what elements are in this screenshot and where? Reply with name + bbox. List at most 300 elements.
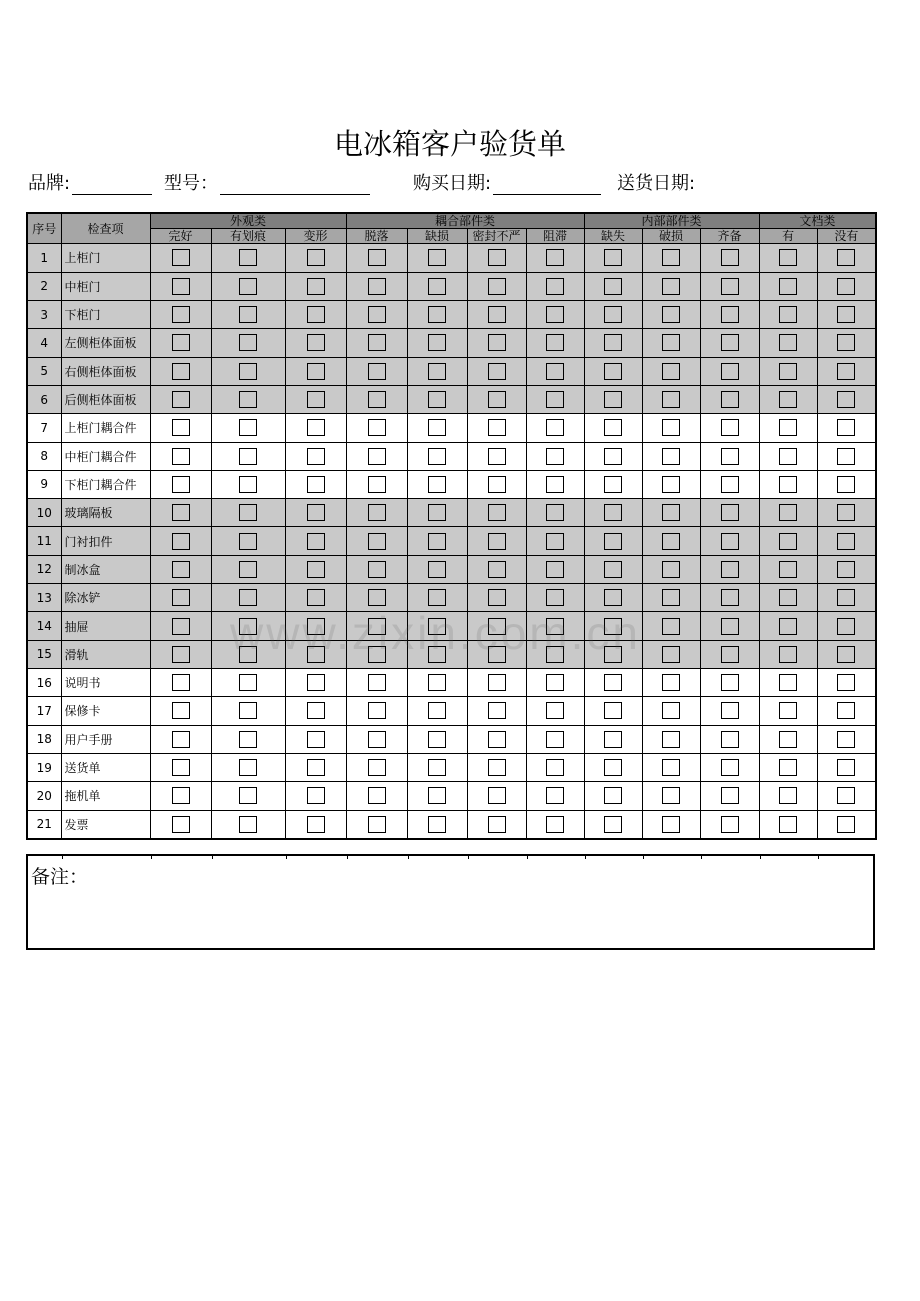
checkbox[interactable] [604, 702, 622, 719]
checkbox[interactable] [488, 674, 506, 691]
checkbox[interactable] [662, 618, 680, 635]
check-cell [700, 584, 759, 612]
checkbox[interactable] [662, 731, 680, 748]
checkbox[interactable] [239, 249, 257, 266]
checkbox[interactable] [721, 419, 739, 436]
checkbox[interactable] [488, 702, 506, 719]
checkbox[interactable] [662, 334, 680, 351]
checkbox[interactable] [368, 646, 386, 663]
checkbox[interactable] [604, 448, 622, 465]
checkbox[interactable] [172, 278, 190, 295]
checkbox[interactable] [604, 816, 622, 833]
checkbox[interactable] [368, 448, 386, 465]
row-number: 4 [27, 329, 61, 357]
checkbox[interactable] [546, 533, 564, 550]
checkbox[interactable] [428, 391, 446, 408]
checkbox[interactable] [428, 674, 446, 691]
checkbox[interactable] [662, 476, 680, 493]
checkbox[interactable] [662, 816, 680, 833]
checkbox[interactable] [239, 533, 257, 550]
checkbox[interactable] [779, 787, 797, 804]
checkbox[interactable] [779, 674, 797, 691]
checkbox[interactable] [604, 278, 622, 295]
checkbox[interactable] [546, 674, 564, 691]
checkbox[interactable] [239, 391, 257, 408]
checkbox[interactable] [428, 816, 446, 833]
checkbox[interactable] [662, 448, 680, 465]
checkbox[interactable] [662, 419, 680, 436]
checkbox[interactable] [604, 504, 622, 521]
checkbox[interactable] [779, 391, 797, 408]
check-cell [285, 357, 346, 385]
checkbox[interactable] [604, 306, 622, 323]
checkbox[interactable] [172, 533, 190, 550]
checkbox[interactable] [239, 448, 257, 465]
checkbox[interactable] [307, 363, 325, 380]
checkbox[interactable] [428, 589, 446, 606]
checkbox[interactable] [239, 504, 257, 521]
check-cell [285, 329, 346, 357]
checkbox[interactable] [428, 618, 446, 635]
delivery-date-field[interactable] [617, 169, 695, 195]
checkbox[interactable] [546, 419, 564, 436]
purchase-date-line[interactable] [493, 174, 601, 195]
checkbox[interactable] [604, 533, 622, 550]
checkbox[interactable] [837, 646, 855, 663]
model-field[interactable] [164, 169, 370, 195]
checkbox[interactable] [488, 334, 506, 351]
checkbox[interactable] [779, 419, 797, 436]
checkbox[interactable] [488, 731, 506, 748]
checkbox[interactable] [307, 533, 325, 550]
check-cell [526, 697, 584, 725]
checkbox[interactable] [488, 787, 506, 804]
checkbox[interactable] [368, 731, 386, 748]
checkbox[interactable] [837, 759, 855, 776]
checkbox[interactable] [604, 787, 622, 804]
checkbox[interactable] [368, 249, 386, 266]
checkbox[interactable] [488, 278, 506, 295]
checkbox[interactable] [239, 816, 257, 833]
checkbox[interactable] [172, 391, 190, 408]
checkbox[interactable] [307, 419, 325, 436]
checkbox[interactable] [239, 476, 257, 493]
checkbox[interactable] [307, 589, 325, 606]
checkbox[interactable] [604, 731, 622, 748]
check-cell [211, 810, 285, 839]
checkbox[interactable] [662, 674, 680, 691]
checkbox[interactable] [546, 504, 564, 521]
purchase-date-field[interactable] [413, 169, 601, 195]
checkbox[interactable] [488, 504, 506, 521]
checkbox[interactable] [368, 533, 386, 550]
checkbox[interactable] [172, 334, 190, 351]
model-line[interactable] [220, 174, 370, 195]
check-cell [407, 414, 467, 442]
checkbox[interactable] [604, 419, 622, 436]
checkbox[interactable] [721, 787, 739, 804]
row-item: 门衬扣件 [61, 527, 150, 555]
check-cell [700, 669, 759, 697]
checkbox[interactable] [779, 278, 797, 295]
checkbox[interactable] [488, 646, 506, 663]
table-row [27, 753, 876, 781]
checkbox[interactable] [368, 363, 386, 380]
check-cell [584, 612, 642, 640]
meta-fields [28, 169, 888, 195]
check-cell [467, 244, 526, 272]
checkbox[interactable] [488, 419, 506, 436]
checkbox[interactable] [721, 476, 739, 493]
checkbox[interactable] [546, 759, 564, 776]
checkbox[interactable] [604, 674, 622, 691]
checkbox[interactable] [368, 306, 386, 323]
checkbox[interactable] [172, 249, 190, 266]
checkbox[interactable] [721, 561, 739, 578]
check-cell [526, 300, 584, 328]
checkbox[interactable] [428, 504, 446, 521]
checkbox[interactable] [368, 419, 386, 436]
checkbox[interactable] [546, 646, 564, 663]
checkbox[interactable] [546, 363, 564, 380]
checkbox[interactable] [604, 759, 622, 776]
checkbox[interactable] [837, 702, 855, 719]
checkbox[interactable] [488, 306, 506, 323]
checkbox[interactable] [428, 249, 446, 266]
checkbox[interactable] [662, 249, 680, 266]
checkbox[interactable] [368, 702, 386, 719]
sub-header: 破损 [642, 229, 700, 244]
checkbox[interactable] [488, 249, 506, 266]
checkbox[interactable] [721, 391, 739, 408]
checkbox[interactable] [307, 391, 325, 408]
checkbox[interactable] [662, 646, 680, 663]
checkbox[interactable] [239, 618, 257, 635]
checkbox[interactable] [837, 306, 855, 323]
checkbox[interactable] [779, 363, 797, 380]
checkbox[interactable] [172, 702, 190, 719]
checkbox[interactable] [779, 618, 797, 635]
check-cell [150, 527, 211, 555]
checkbox[interactable] [172, 504, 190, 521]
checkbox[interactable] [721, 504, 739, 521]
checkbox[interactable] [307, 787, 325, 804]
checkbox[interactable] [662, 759, 680, 776]
checkbox[interactable] [172, 363, 190, 380]
check-cell [467, 669, 526, 697]
checkbox[interactable] [779, 702, 797, 719]
checkbox[interactable] [172, 816, 190, 833]
row-item: 用户手册 [61, 725, 150, 753]
checkbox[interactable] [368, 561, 386, 578]
checkbox[interactable] [172, 306, 190, 323]
checkbox[interactable] [779, 816, 797, 833]
checkbox[interactable] [604, 646, 622, 663]
checkbox[interactable] [307, 306, 325, 323]
checkbox[interactable] [546, 334, 564, 351]
checkbox[interactable] [721, 306, 739, 323]
checkbox[interactable] [172, 731, 190, 748]
check-cell [285, 640, 346, 668]
check-cell [817, 385, 876, 413]
checkbox[interactable] [837, 533, 855, 550]
checkbox[interactable] [239, 561, 257, 578]
checkbox[interactable] [307, 816, 325, 833]
checkbox[interactable] [837, 419, 855, 436]
checkbox[interactable] [662, 306, 680, 323]
checkbox[interactable] [239, 787, 257, 804]
checkbox[interactable] [604, 391, 622, 408]
checkbox[interactable] [546, 561, 564, 578]
check-cell [346, 584, 407, 612]
checkbox[interactable] [368, 759, 386, 776]
table-row [27, 782, 876, 810]
checkbox[interactable] [779, 589, 797, 606]
checkbox[interactable] [307, 334, 325, 351]
checkbox[interactable] [488, 533, 506, 550]
checkbox[interactable] [172, 419, 190, 436]
checkbox[interactable] [428, 787, 446, 804]
checkbox[interactable] [428, 561, 446, 578]
checkbox[interactable] [172, 759, 190, 776]
checkbox[interactable] [172, 448, 190, 465]
check-cell [700, 442, 759, 470]
checkbox[interactable] [837, 674, 855, 691]
checkbox[interactable] [428, 278, 446, 295]
check-cell [700, 414, 759, 442]
checkbox[interactable] [307, 759, 325, 776]
checkbox[interactable] [779, 476, 797, 493]
check-cell [346, 499, 407, 527]
checkbox[interactable] [488, 561, 506, 578]
remarks-box[interactable] [26, 854, 875, 950]
check-cell [526, 640, 584, 668]
checkbox[interactable] [239, 278, 257, 295]
checkbox[interactable] [604, 589, 622, 606]
checkbox[interactable] [428, 533, 446, 550]
checkbox[interactable] [662, 533, 680, 550]
checkbox[interactable] [239, 363, 257, 380]
checkbox[interactable] [721, 334, 739, 351]
checkbox[interactable] [604, 618, 622, 635]
checkbox[interactable] [779, 561, 797, 578]
checkbox[interactable] [837, 476, 855, 493]
checkbox[interactable] [428, 334, 446, 351]
checkbox[interactable] [546, 448, 564, 465]
checkbox[interactable] [721, 674, 739, 691]
checkbox[interactable] [488, 448, 506, 465]
checkbox[interactable] [837, 504, 855, 521]
checkbox[interactable] [488, 363, 506, 380]
checkbox[interactable] [239, 334, 257, 351]
checkbox[interactable] [721, 731, 739, 748]
table-row [27, 272, 876, 300]
checkbox[interactable] [307, 618, 325, 635]
checkbox[interactable] [239, 731, 257, 748]
checkbox[interactable] [837, 731, 855, 748]
checkbox[interactable] [307, 702, 325, 719]
checkbox[interactable] [368, 334, 386, 351]
checkbox[interactable] [546, 702, 564, 719]
row-number: 11 [27, 527, 61, 555]
checkbox[interactable] [307, 646, 325, 663]
checkbox[interactable] [239, 674, 257, 691]
checkbox[interactable] [428, 363, 446, 380]
checkbox[interactable] [837, 391, 855, 408]
checkbox[interactable] [239, 646, 257, 663]
checkbox[interactable] [488, 816, 506, 833]
checkbox[interactable] [779, 731, 797, 748]
check-cell [759, 385, 817, 413]
checkbox[interactable] [662, 787, 680, 804]
checkbox[interactable] [779, 249, 797, 266]
checkbox[interactable] [721, 646, 739, 663]
checkbox[interactable] [721, 249, 739, 266]
checkbox[interactable] [307, 561, 325, 578]
checkbox[interactable] [837, 249, 855, 266]
check-cell [817, 300, 876, 328]
checkbox[interactable] [837, 448, 855, 465]
checkbox[interactable] [172, 561, 190, 578]
checkbox[interactable] [239, 306, 257, 323]
checkbox[interactable] [662, 589, 680, 606]
checkbox[interactable] [368, 589, 386, 606]
checkbox[interactable] [779, 448, 797, 465]
checkbox[interactable] [604, 363, 622, 380]
checkbox[interactable] [307, 448, 325, 465]
checkbox[interactable] [428, 306, 446, 323]
checkbox[interactable] [837, 816, 855, 833]
checkbox[interactable] [239, 702, 257, 719]
checkbox[interactable] [721, 816, 739, 833]
checkbox[interactable] [721, 278, 739, 295]
checkbox[interactable] [779, 759, 797, 776]
checkbox[interactable] [604, 249, 622, 266]
checkbox[interactable] [368, 391, 386, 408]
checkbox[interactable] [172, 787, 190, 804]
checkbox[interactable] [239, 759, 257, 776]
checkbox[interactable] [428, 646, 446, 663]
checkbox[interactable] [604, 561, 622, 578]
checkbox[interactable] [546, 787, 564, 804]
checkbox[interactable] [428, 419, 446, 436]
checkbox[interactable] [368, 504, 386, 521]
checkbox[interactable] [368, 787, 386, 804]
check-cell [584, 555, 642, 583]
checkbox[interactable] [837, 363, 855, 380]
checkbox[interactable] [239, 589, 257, 606]
checkbox[interactable] [837, 278, 855, 295]
checkbox[interactable] [546, 391, 564, 408]
check-cell [584, 640, 642, 668]
checkbox[interactable] [172, 589, 190, 606]
check-cell [150, 499, 211, 527]
checkbox[interactable] [307, 476, 325, 493]
check-cell [584, 697, 642, 725]
checkbox[interactable] [428, 448, 446, 465]
checkbox[interactable] [721, 759, 739, 776]
checkbox[interactable] [721, 618, 739, 635]
checkbox[interactable] [779, 504, 797, 521]
checkbox[interactable] [488, 589, 506, 606]
brand-line[interactable] [72, 174, 152, 195]
checkbox[interactable] [172, 476, 190, 493]
checkbox[interactable] [368, 278, 386, 295]
checkbox[interactable] [779, 306, 797, 323]
check-cell [642, 782, 700, 810]
checkbox[interactable] [307, 249, 325, 266]
checkbox[interactable] [488, 476, 506, 493]
checkbox[interactable] [779, 533, 797, 550]
checkbox[interactable] [721, 589, 739, 606]
checkbox[interactable] [172, 674, 190, 691]
checkbox[interactable] [604, 334, 622, 351]
checkbox[interactable] [172, 618, 190, 635]
check-cell [285, 753, 346, 781]
checkbox[interactable] [662, 391, 680, 408]
checkbox[interactable] [721, 448, 739, 465]
checkbox[interactable] [662, 363, 680, 380]
check-cell [285, 782, 346, 810]
checkbox[interactable] [546, 589, 564, 606]
checkbox[interactable] [546, 816, 564, 833]
checkbox[interactable] [721, 702, 739, 719]
checkbox[interactable] [604, 476, 622, 493]
checkbox[interactable] [837, 334, 855, 351]
checkbox[interactable] [546, 249, 564, 266]
checkbox[interactable] [428, 476, 446, 493]
checkbox[interactable] [837, 618, 855, 635]
checkbox[interactable] [546, 731, 564, 748]
checkbox[interactable] [546, 618, 564, 635]
checkbox[interactable] [368, 476, 386, 493]
checkbox[interactable] [428, 759, 446, 776]
checkbox[interactable] [662, 561, 680, 578]
checkbox[interactable] [172, 646, 190, 663]
checkbox[interactable] [368, 618, 386, 635]
checkbox[interactable] [307, 731, 325, 748]
checkbox[interactable] [488, 759, 506, 776]
checkbox[interactable] [307, 278, 325, 295]
checkbox[interactable] [488, 391, 506, 408]
checkbox[interactable] [546, 306, 564, 323]
checkbox[interactable] [837, 589, 855, 606]
checkbox[interactable] [837, 561, 855, 578]
check-cell [346, 697, 407, 725]
checkbox[interactable] [239, 419, 257, 436]
check-cell [150, 244, 211, 272]
brand-field[interactable] [28, 169, 152, 195]
checkbox[interactable] [307, 504, 325, 521]
checkbox[interactable] [662, 278, 680, 295]
checkbox[interactable] [837, 787, 855, 804]
checkbox[interactable] [428, 731, 446, 748]
checkbox[interactable] [779, 334, 797, 351]
checkbox[interactable] [546, 476, 564, 493]
checkbox[interactable] [368, 816, 386, 833]
checkbox[interactable] [488, 618, 506, 635]
checkbox[interactable] [662, 504, 680, 521]
check-cell [759, 244, 817, 272]
checkbox[interactable] [428, 702, 446, 719]
checkbox[interactable] [307, 674, 325, 691]
checkbox[interactable] [368, 674, 386, 691]
checkbox[interactable] [721, 363, 739, 380]
checkbox[interactable] [721, 533, 739, 550]
checkbox[interactable] [662, 702, 680, 719]
checkbox[interactable] [779, 646, 797, 663]
checkbox[interactable] [546, 278, 564, 295]
